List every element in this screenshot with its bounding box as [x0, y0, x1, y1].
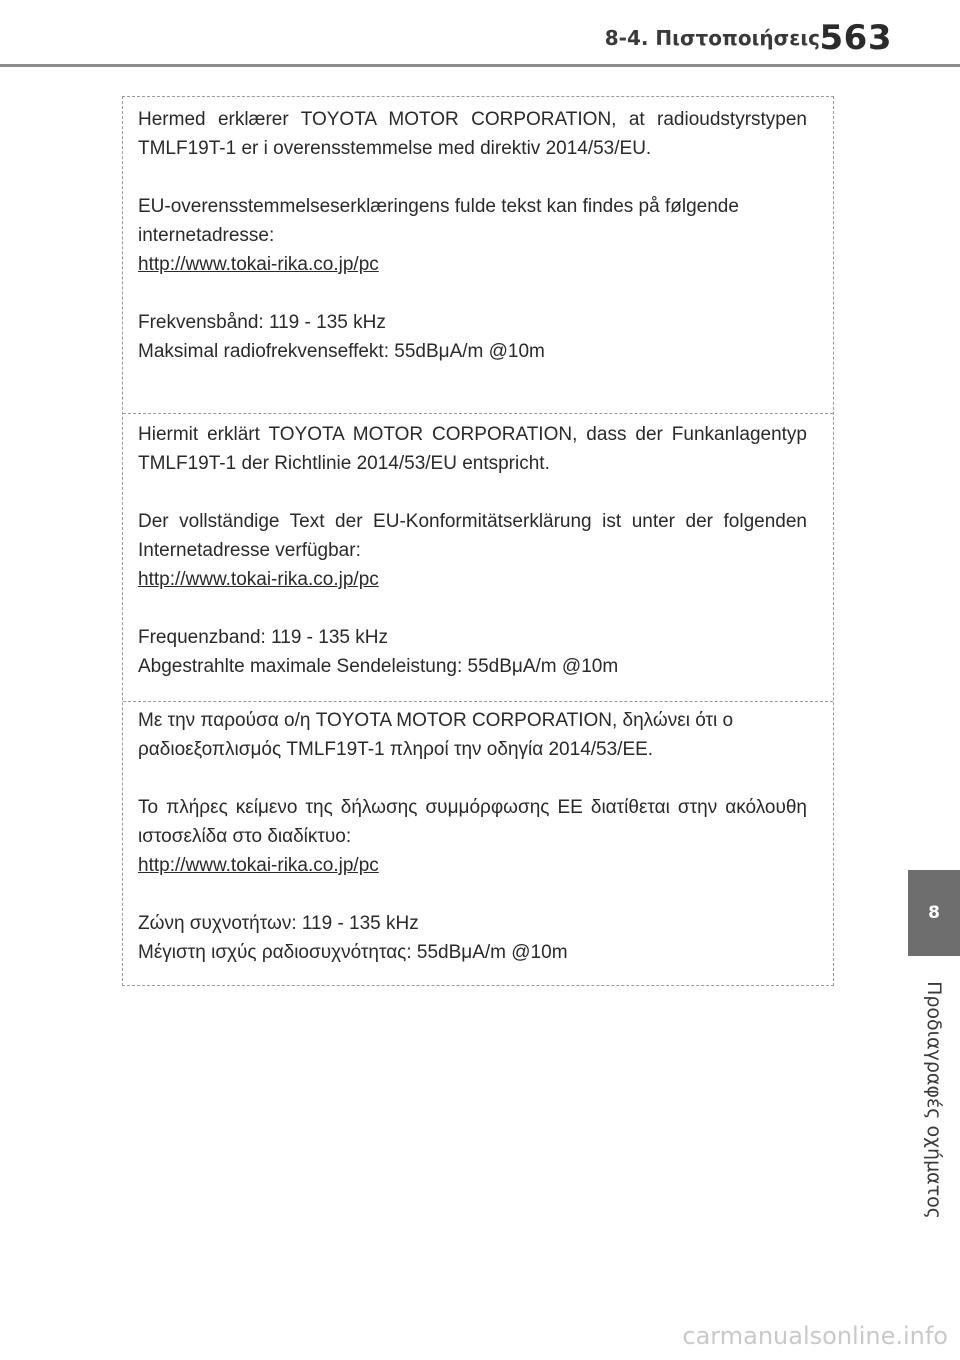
declaration-text-location: Der vollständige Text der EU-Konformitätserklärung ist unter der folgenden Internetadresse verfügbar: [138, 511, 807, 561]
declaration-greek [123, 706, 833, 967]
section-title: 8-4. Πιστοποιήσεις [604, 26, 820, 50]
chapter-label: Προδιαγραφές οχήματος [923, 981, 945, 1219]
declaration-german [123, 420, 833, 681]
declaration-danish [123, 105, 833, 366]
declaration-link[interactable]: http://www.tokai-rika.co.jp/pc [138, 254, 379, 275]
page-number: 563 [819, 18, 892, 58]
section-divider [123, 413, 833, 414]
section-divider [123, 701, 833, 702]
frequency-band: Frekvensbånd: 119 - 135 kHz [138, 312, 386, 333]
declaration-statement: Hiermit erklärt TOYOTA MOTOR CORPORATION, dass der Funkanlagentyp TMLF19T-1 der Richtlinie 2014/53/EU entspricht. [138, 424, 807, 474]
chapter-tab[interactable]: 8 [908, 870, 960, 956]
declaration-box [122, 96, 834, 986]
watermark: carmanualsonline.info [682, 1322, 948, 1350]
declaration-link[interactable]: http://www.tokai-rika.co.jp/pc [138, 569, 379, 590]
max-power: Maksimal radiofrekvenseffekt: 55dBμA/m @10m [138, 341, 545, 362]
frequency-band: Frequenzband: 119 - 135 kHz [138, 627, 388, 648]
frequency-band: Ζώνη συχνοτήτων: 119 - 135 kHz [138, 913, 419, 934]
declaration-statement: Hermed erklærer TOYOTA MOTOR CORPORATION, at radioudstyrstypen TMLF19T-1 er i overensstemmelse med direktiv 2014/53/EU. [138, 109, 807, 159]
declaration-text-location: Το πλήρες κείμενο της δήλωσης συμμόρφωσης ΕΕ διατίθεται στην ακόλουθη ιστοσελίδα στο διαδίκτυο: [138, 797, 807, 847]
declaration-link[interactable]: http://www.tokai-rika.co.jp/pc [138, 855, 379, 876]
max-power: Μέγιστη ισχύς ραδιοσυχνότητας: 55dBμA/m @10m [138, 942, 568, 963]
max-power: Abgestrahlte maximale Sendeleistung: 55dBμA/m @10m [138, 656, 619, 677]
page-header [0, 0, 960, 64]
declaration-statement: Με την παρούσα ο/η TOYOTA MOTOR CORPORATION, δηλώνει ότι ο ραδιοεξοπλισμός TMLF19T-1 πληροί την οδηγία 2014/53/ΕΕ. [138, 710, 734, 760]
declaration-text-location: EU-overensstemmelseserklæringens fulde tekst kan findes på følgende internetadresse: [138, 196, 739, 246]
header-rule [0, 64, 960, 67]
